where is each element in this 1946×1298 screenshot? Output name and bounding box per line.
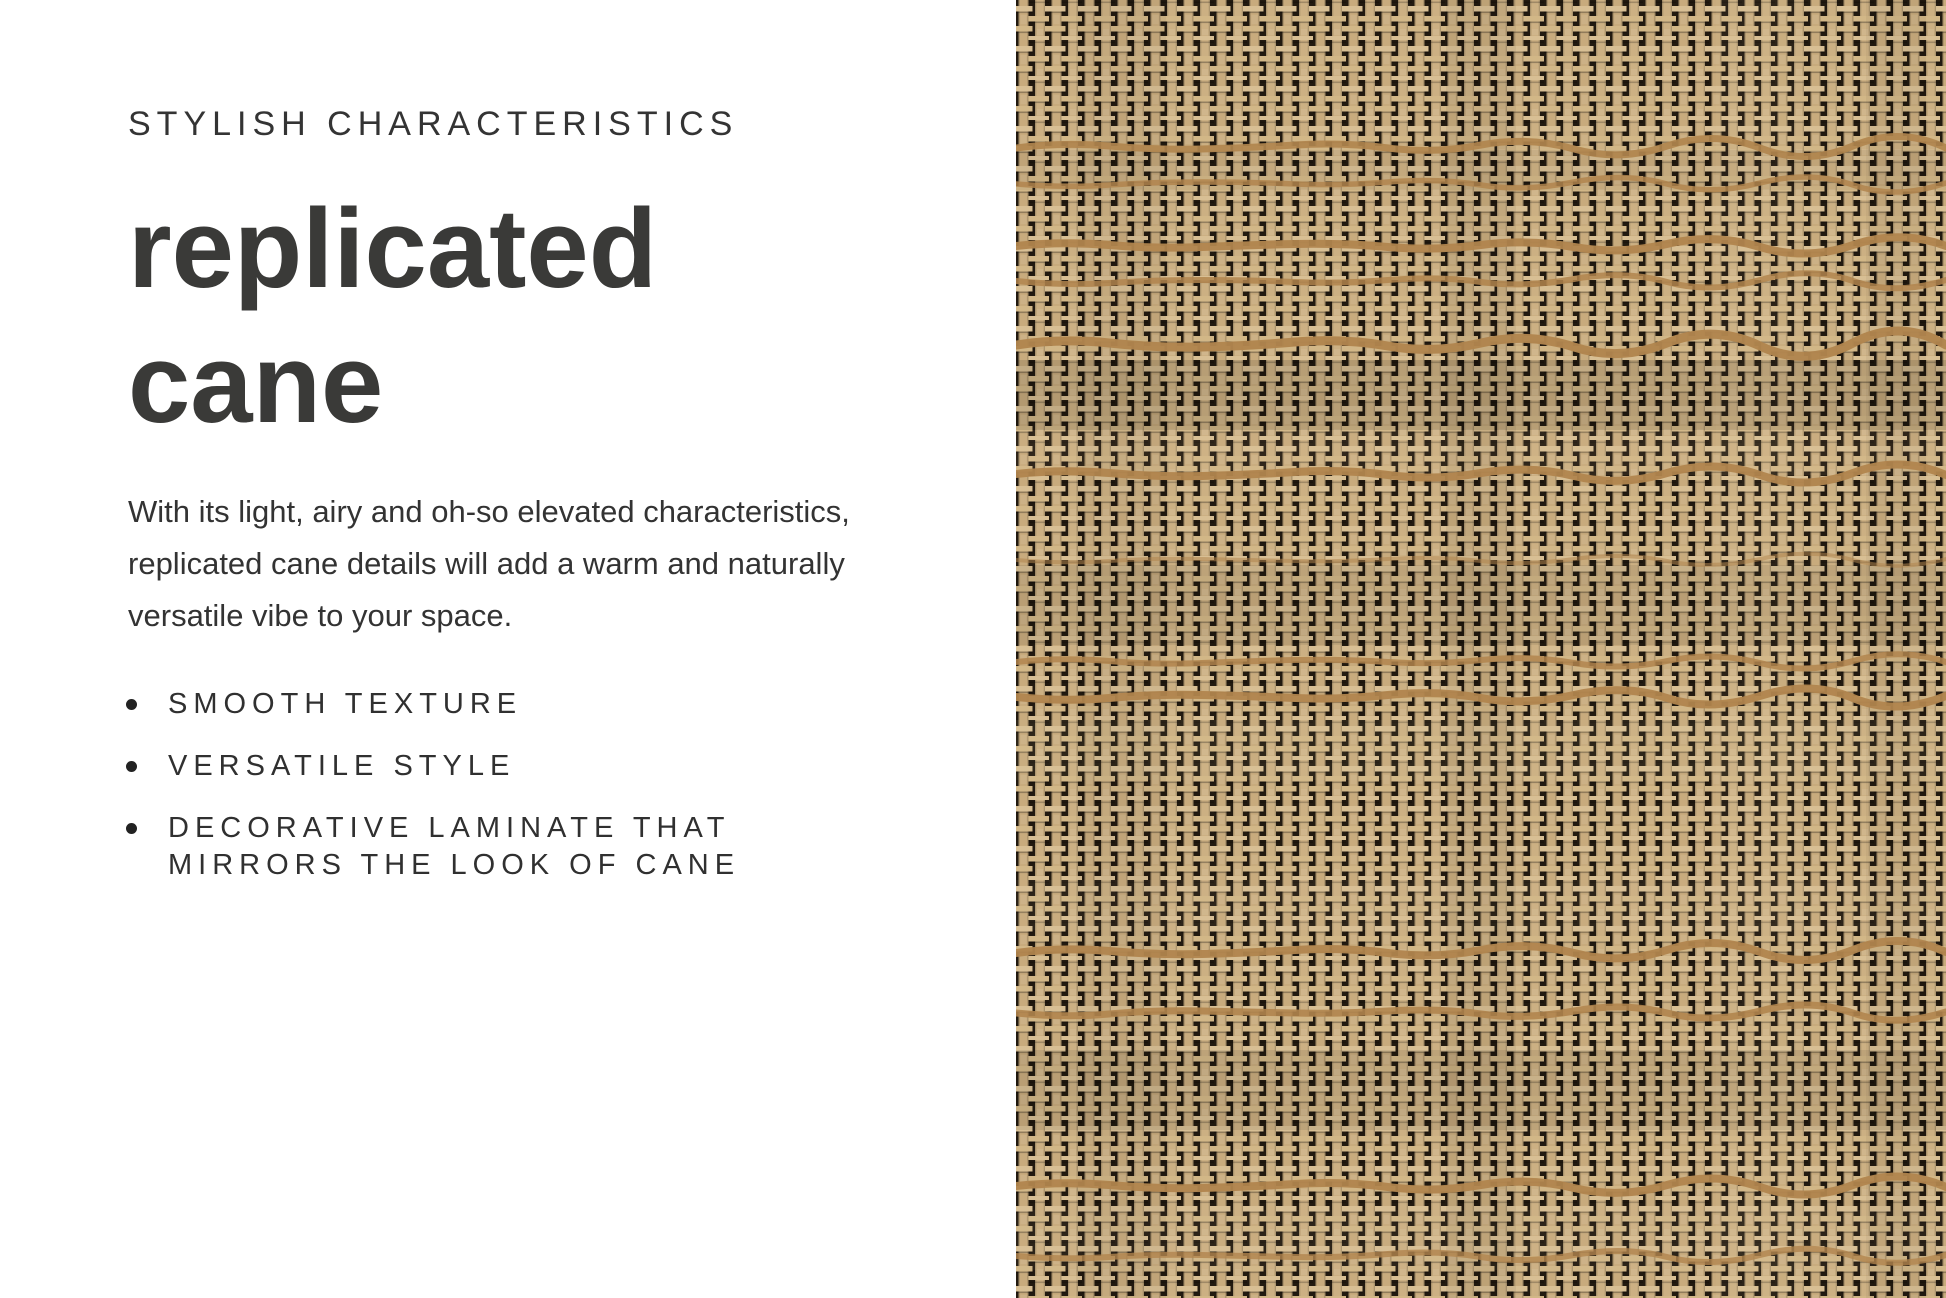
- intro-paragraph: [128, 486, 956, 642]
- page-title-line: cane: [128, 321, 384, 446]
- eyebrow-label: STYLISH CHARACTERISTICS: [128, 105, 739, 143]
- feature-text: MIRRORS THE LOOK OF CANE: [168, 849, 741, 881]
- intro-line: replicated cane details will add a warm and naturally: [128, 546, 845, 581]
- page-title: [128, 181, 956, 451]
- bullet-icon: [126, 699, 137, 710]
- bullet-icon: [126, 823, 137, 834]
- page-title-line: replicated: [128, 186, 658, 311]
- cane-texture-image: [1016, 0, 1946, 1298]
- feature-item-decorative-laminate: [128, 810, 956, 884]
- feature-list: [128, 686, 956, 884]
- intro-line: versatile vibe to your space.: [128, 598, 513, 633]
- bullet-icon: [126, 761, 137, 772]
- cane-texture-svg: [1016, 0, 1946, 1298]
- feature-item-versatile-style: [128, 748, 956, 785]
- feature-text: VERSATILE STYLE: [168, 750, 516, 782]
- feature-text: SMOOTH TEXTURE: [168, 688, 523, 720]
- intro-line: With its light, airy and oh-so elevated characteristics,: [128, 494, 850, 529]
- feature-text: DECORATIVE LAMINATE THAT: [168, 812, 731, 844]
- feature-item-smooth-texture: [128, 686, 956, 723]
